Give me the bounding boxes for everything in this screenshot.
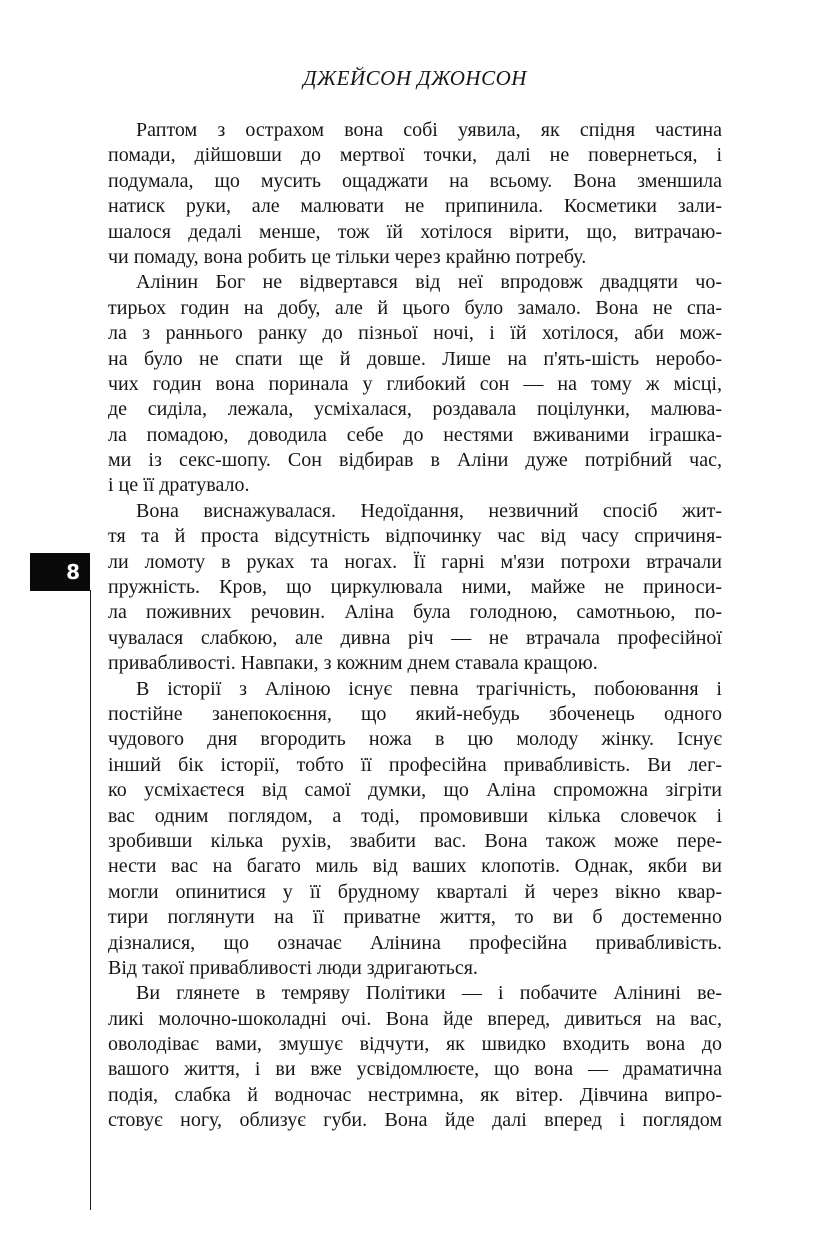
text-line: Від такої привабливості люди здригаються. — [108, 956, 478, 979]
text-line: на було не спати ще й довше. Лише на п'ять-шість неробо- — [108, 347, 722, 370]
text-line: помади, дійшовши до мертвої точки, далі не повернеться, і — [108, 144, 722, 167]
text-line: стовує ногу, облизує губи. Вона йде далі вперед і поглядом — [108, 1109, 722, 1132]
text-line: дізналися, що означає Алінина професійна привабливість. — [108, 931, 722, 954]
text-line: вас одним поглядом, а тоді, промовивши кілька словечок і — [108, 804, 722, 827]
paragraph — [108, 499, 722, 677]
text-line: Алінин Бог не відвертався від неї впродовж двадцяти чо- — [136, 271, 722, 294]
text-line: оволодіває вами, змушує відчути, як швидко входить вона до — [108, 1033, 722, 1056]
text-line: зробивши кілька рухів, звабити вас. Вона також може пере- — [108, 829, 722, 852]
text-line: ла з раннього ранку до пізньої ночі, і їй хотілося, аби мож- — [108, 322, 722, 345]
text-line: постійне занепокоєння, що який-небудь збоченець одного — [108, 702, 722, 725]
text-line: тири поглянути на її приватне життя, то ви б достеменно — [108, 906, 722, 929]
text-line: шалося дедалі менше, тож їй хотілося вірити, що, витрачаю- — [108, 220, 722, 243]
page-number-tab: 8 — [30, 553, 90, 591]
paragraph — [108, 270, 722, 499]
text-line: В історії з Аліною існує певна трагічність, побоювання і — [136, 677, 722, 700]
paragraph — [108, 677, 722, 982]
margin-rule — [90, 590, 91, 1210]
text-line: чувалася слабкою, але дивна річ — не втрачала професійної — [108, 626, 722, 649]
text-line: тя та й проста відсутність відпочинку час від часу спричиня- — [108, 525, 722, 548]
text-line: ми із секс-шопу. Сон відбирав в Аліни дуже потрібний час, — [108, 449, 722, 472]
body-text — [108, 118, 722, 1134]
text-line: подумала, що мусить ощаджати на всьому. Вона зменшила — [108, 169, 722, 192]
text-line: чи помаду, вона робить це тільки через крайню потребу. — [108, 245, 587, 268]
text-line: чудового дня вгородить ножа в цю молоду жінку. Існує — [108, 728, 722, 751]
text-line: могли опинитися у її брудному кварталі й через вікно квар- — [108, 880, 722, 903]
text-line: Раптом з острахом вона собі уявила, як спідня частина — [136, 119, 722, 141]
text-line: ли ломоту в руках та ногах. Її гарні м'язи потрохи втрачали — [108, 550, 722, 573]
text-line: Вона виснажувалася. Недоїдання, незвичний спосіб жит- — [136, 499, 722, 522]
text-line: де сиділа, лежала, усміхалася, роздавала поцілунки, малюва- — [108, 398, 722, 421]
text-line: подія, слабка й водночас нестримна, як вітер. Дівчина випро- — [108, 1083, 722, 1106]
text-line: Ви глянете в темряву Політики — і побачите Алінині ве- — [136, 982, 722, 1005]
text-line: чих годин вона поринала у глибокий сон — на тому ж місці, — [108, 372, 722, 395]
text-line: ликі молочно-шоколадні очі. Вона йде вперед, дивиться на вас, — [108, 1007, 722, 1030]
text-line: нести вас на багато миль від ваших клопотів. Однак, якби ви — [108, 855, 722, 878]
text-line: і це її дратувало. — [108, 474, 250, 497]
running-header: ДЖЕЙСОН ДЖОНСОН — [303, 66, 527, 90]
text-line: вашого життя, і ви вже усвідомлюєте, що вона — драматична — [108, 1058, 722, 1081]
paragraph — [108, 118, 722, 270]
text-line: інший бік історії, тобто її професійна привабливість. Ви лег- — [108, 753, 722, 776]
text-line: тирьох годин на добу, але й цього було замало. Вона не спа- — [108, 296, 722, 319]
text-line: ла поживних речовин. Аліна була голодною, самотньою, по- — [108, 601, 722, 624]
text-line: привабливості. Навпаки, з кожним днем ставала кращою. — [108, 652, 598, 675]
paragraph — [108, 981, 722, 1133]
text-line: натиск руки, але малювати не припинила. Косметики зали- — [108, 195, 722, 218]
text-line: ла помадою, доводила себе до нестями вживаними іграшка- — [108, 423, 722, 446]
text-line: ко усміхаєтеся від самої думки, що Аліна спроможна зігріти — [108, 779, 722, 802]
text-line: пружність. Кров, що циркулювала ними, майже не приноси- — [108, 576, 722, 599]
